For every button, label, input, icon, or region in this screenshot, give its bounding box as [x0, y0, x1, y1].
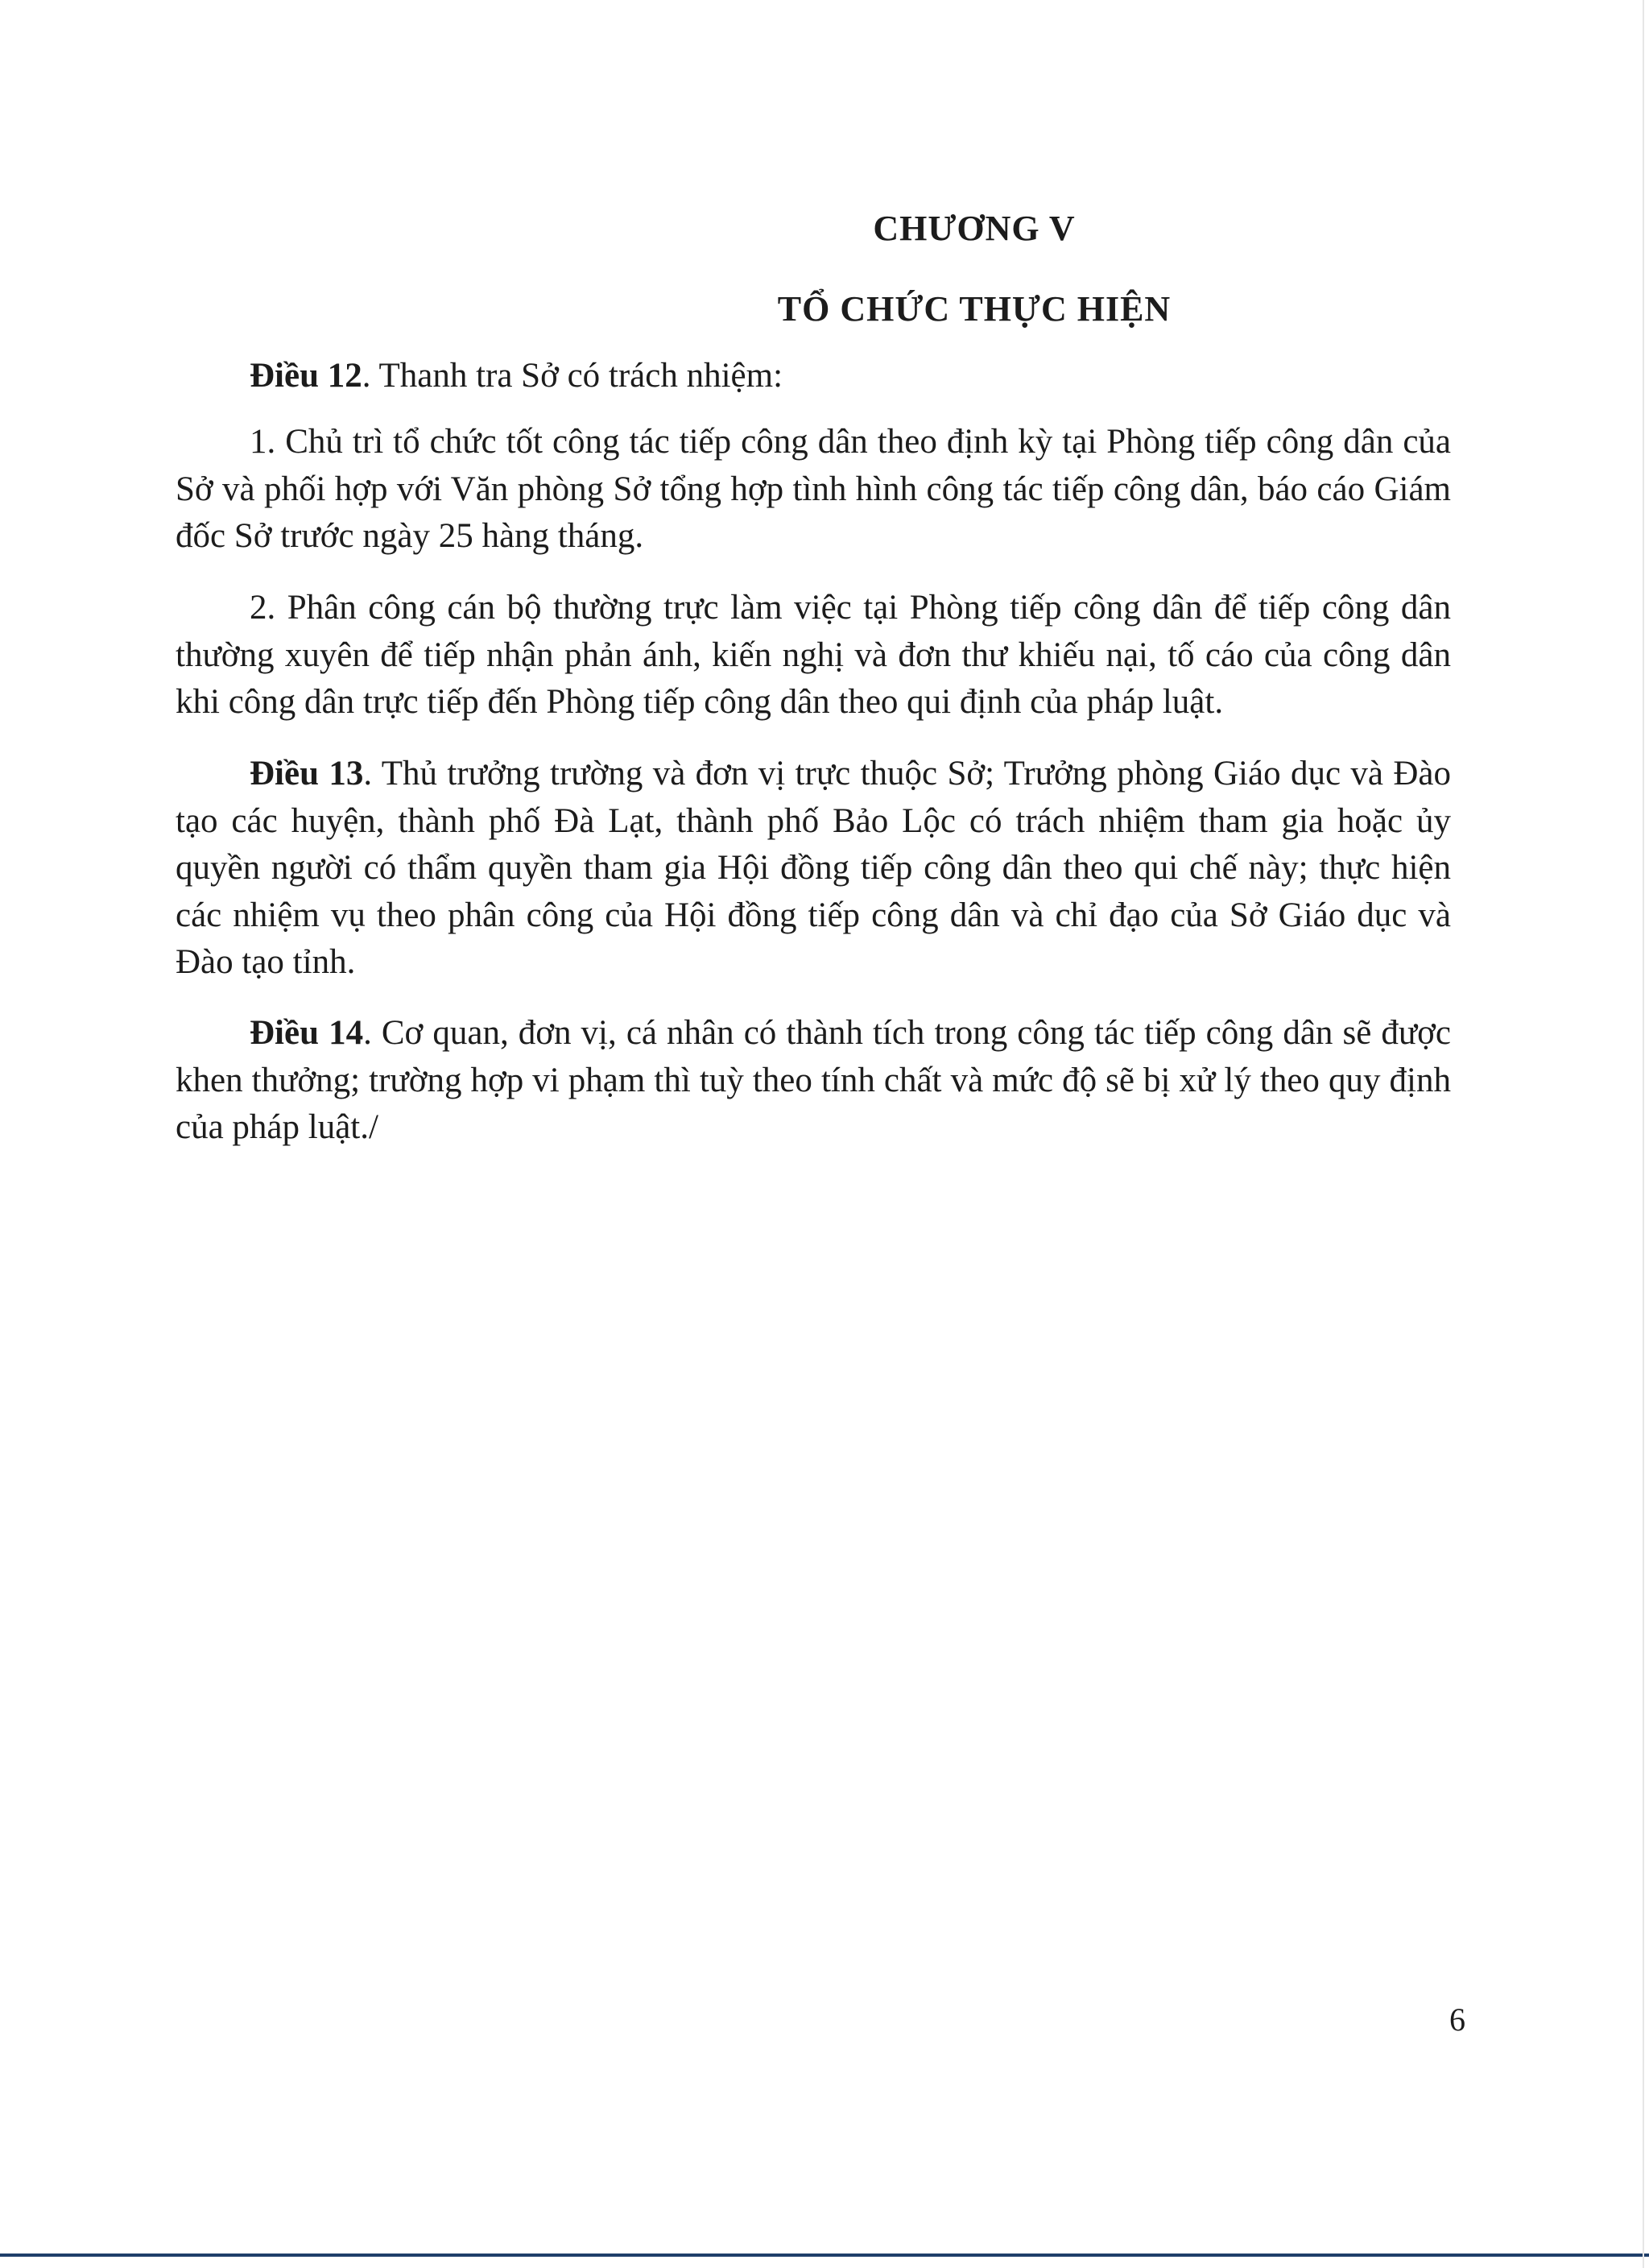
page-number: 6 [1449, 2001, 1465, 2038]
scan-edge-divider-right [1643, 0, 1644, 2268]
article-13 [176, 751, 1451, 987]
scan-edge-divider [0, 2254, 1649, 2257]
clause-12-2: 2. Phân công cán bộ thường trực làm việc tại Phòng tiếp công dân để tiếp công dân thường xuyên để tiếp nhận phản ánh, kiến nghị và đơn thư khiếu nại, tố cáo của công dân khi công dân trực tiếp đến Phòng tiếp công dân theo qui định của pháp luật. [176, 589, 1451, 721]
chapter-heading: TỔ CHỨC THỰC HIỆN [777, 289, 1172, 329]
article-14 [176, 1010, 1451, 1152]
article-13-label: Điều 13 [250, 755, 364, 793]
clause-12-1: 1. Chủ trì tổ chức tốt công tác tiếp công dân theo định kỳ tại Phòng tiếp công dân của Sở và phối hợp với Văn phòng Sở tổng hợp tình hình công tác tiếp công dân, báo cáo Giám đốc Sở trước ngày 25 hàng tháng. [176, 423, 1451, 555]
article-12-label: Điều 12 [250, 357, 362, 395]
article-13-text: . Thủ trưởng trường và đơn vị trực thuộc Sở; Trưởng phòng Giáo dục và Đào tạo các huyện, thành phố Đà Lạt, thành phố Bảo Lộc có trách nhiệm tham gia hoặc ủy quyền người có thẩm quyền tham gia Hội đồng tiếp công dân theo qui chế này; thực hiện các nhiệm vụ theo phân công của Hội đồng tiếp công dân và chỉ đạo của Sở Giáo dục và Đào tạo tỉnh. [176, 755, 1451, 981]
article-12 [176, 353, 1451, 400]
article-14-label: Điều 14 [250, 1014, 364, 1052]
article-12-text: . Thanh tra Sở có trách nhiệm: [362, 357, 783, 395]
article-14-text: . Cơ quan, đơn vị, cá nhân có thành tích trong công tác tiếp công dân sẽ được khen thưởng; trường hợp vi phạm thì tuỳ theo tính chất và mức độ sẽ bị xử lý theo quy định của pháp luật./ [176, 1014, 1451, 1146]
chapter-number: CHƯƠNG V [873, 209, 1076, 248]
